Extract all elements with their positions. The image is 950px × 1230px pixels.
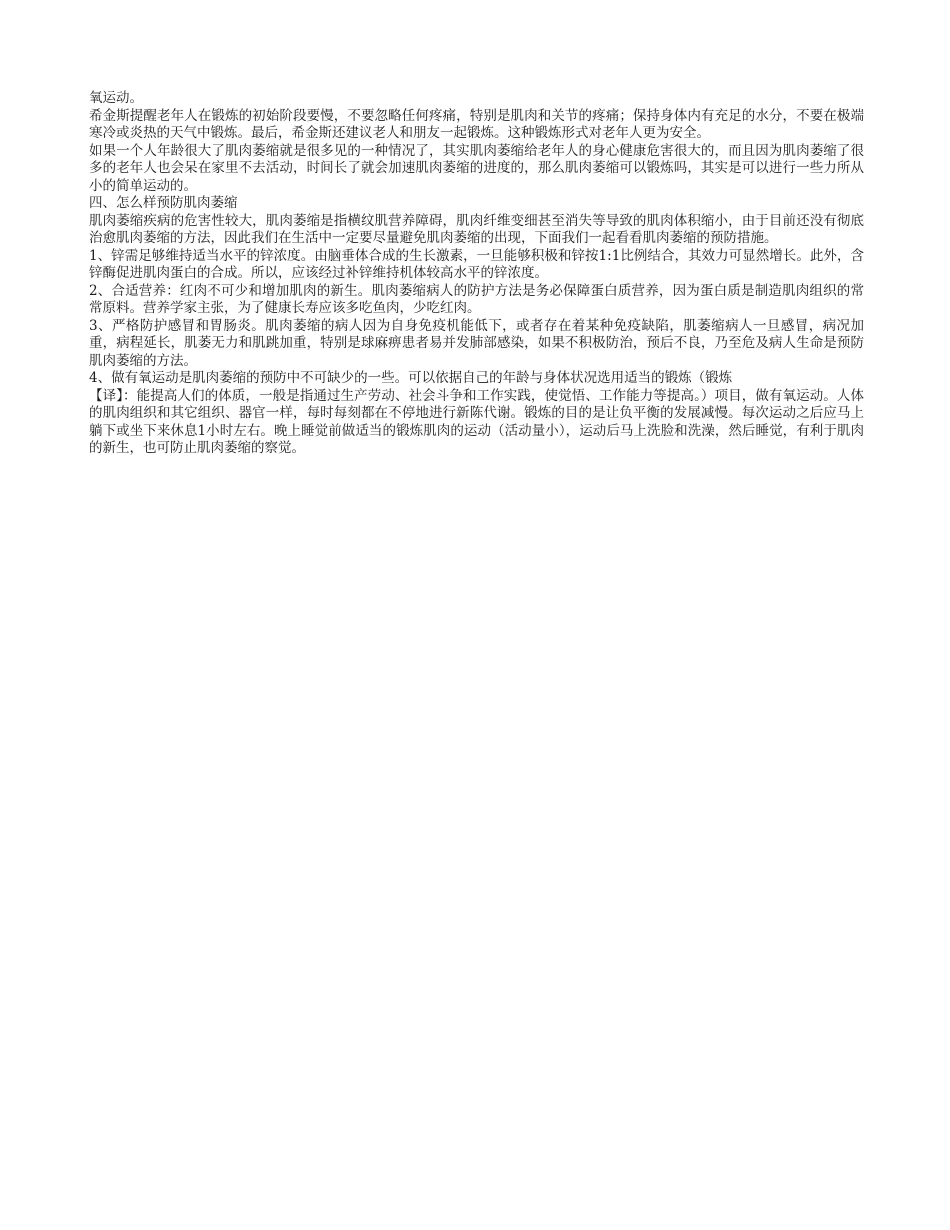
list-item-nutrition: 2、合适营养：红肉不可少和增加肌肉的新生。肌肉萎缩病人的防护方法是务必保障蛋白质营养，因为蛋白质是制造肌肉组织的常常原料。营养学家主张，为了健康长寿应该多吃鱼肉，少吃红肉。 [89,282,864,316]
list-item-zinc: 1、锌需足够维持适当水平的锌浓度。由脑垂体合成的生长激素，一旦能够积极和锌按1:1比例结合，其效力可显然增长。此外，含锌酶促进肌肉蛋白的合成。所以，应该经过补锌维持机体较高水平的锌浓度。 [89,247,864,281]
paragraph-prevention-intro: 肌肉萎缩疾病的危害性较大，肌肉萎缩是指横纹肌营养障碍，肌肉纤维变细甚至消失等导致的肌肉体积缩小，由于目前还没有彻底治愈肌肉萎缩的方法，因此我们在生活中一定要尽量避免肌肉萎缩的出现，下面我们一起看看肌肉萎缩的预防措施。 [89,212,864,246]
paragraph-continuation: 氧运动。 [89,90,143,106]
list-item-prevent-cold: 3、严格防护感冒和胃肠炎。肌肉萎缩的病人因为自身免疫机能低下，或者存在着某种免疫缺陷，肌萎缩病人一旦感冒，病况加重，病程延长，肌萎无力和肌跳加重，特别是球麻痹患者易并发肺部感染，如果不积极防治，预后不良，乃至危及病人生命是预防肌肉萎缩的方法。 [89,317,864,369]
section-heading-prevention: 四、怎么样预防肌肉萎缩 [89,195,238,211]
list-item-aerobic-exercise: 4、做有氧运动是肌肉萎缩的预防中不可缺少的一些。可以依据自己的年龄与身体状况选用适当的锻炼（锻炼 [89,370,733,386]
paragraph-higgins-advice: 希金斯提醒老年人在锻炼的初始阶段要慢，不要忽略任何疼痛，特别是肌肉和关节的疼痛；保持身体内有充足的水分，不要在极端寒冷或炎热的天气中锻炼。最后，希金斯还建议老人和朋友一起锻炼。这种锻炼形式对老年人更为安全。 [89,107,864,141]
document-body [89,90,864,458]
paragraph-elderly-atrophy: 如果一个人年龄很大了肌肉萎缩就是很多见的一种情况了，其实肌肉萎缩给老年人的身心健康危害很大的，而且因为肌肉萎缩了很多的老年人也会呆在家里不去活动，时间长了就会加速肌肉萎缩的进度的，那么肌肉萎缩可以锻炼吗，其实是可以进行一些力所从小的简单运动的。 [89,142,864,194]
paragraph-translation-note: 【译】：能提高人们的体质，一般是指通过生产劳动、社会斗争和工作实践，使觉悟、工作能力等提高。）项目，做有氧运动。人体的肌肉组织和其它组织、器官一样，每时每刻都在不停地进行新陈代谢。锻炼的目的是让负平衡的发展减慢。每次运动之后应马上躺下或坐下来休息1小时左右。晚上睡觉前做适当的锻炼肌肉的运动（活动量小），运动后马上洗脸和洗澡，然后睡觉，有利于肌肉的新生，也可防止肌肉萎缩的察觉。 [89,387,864,456]
